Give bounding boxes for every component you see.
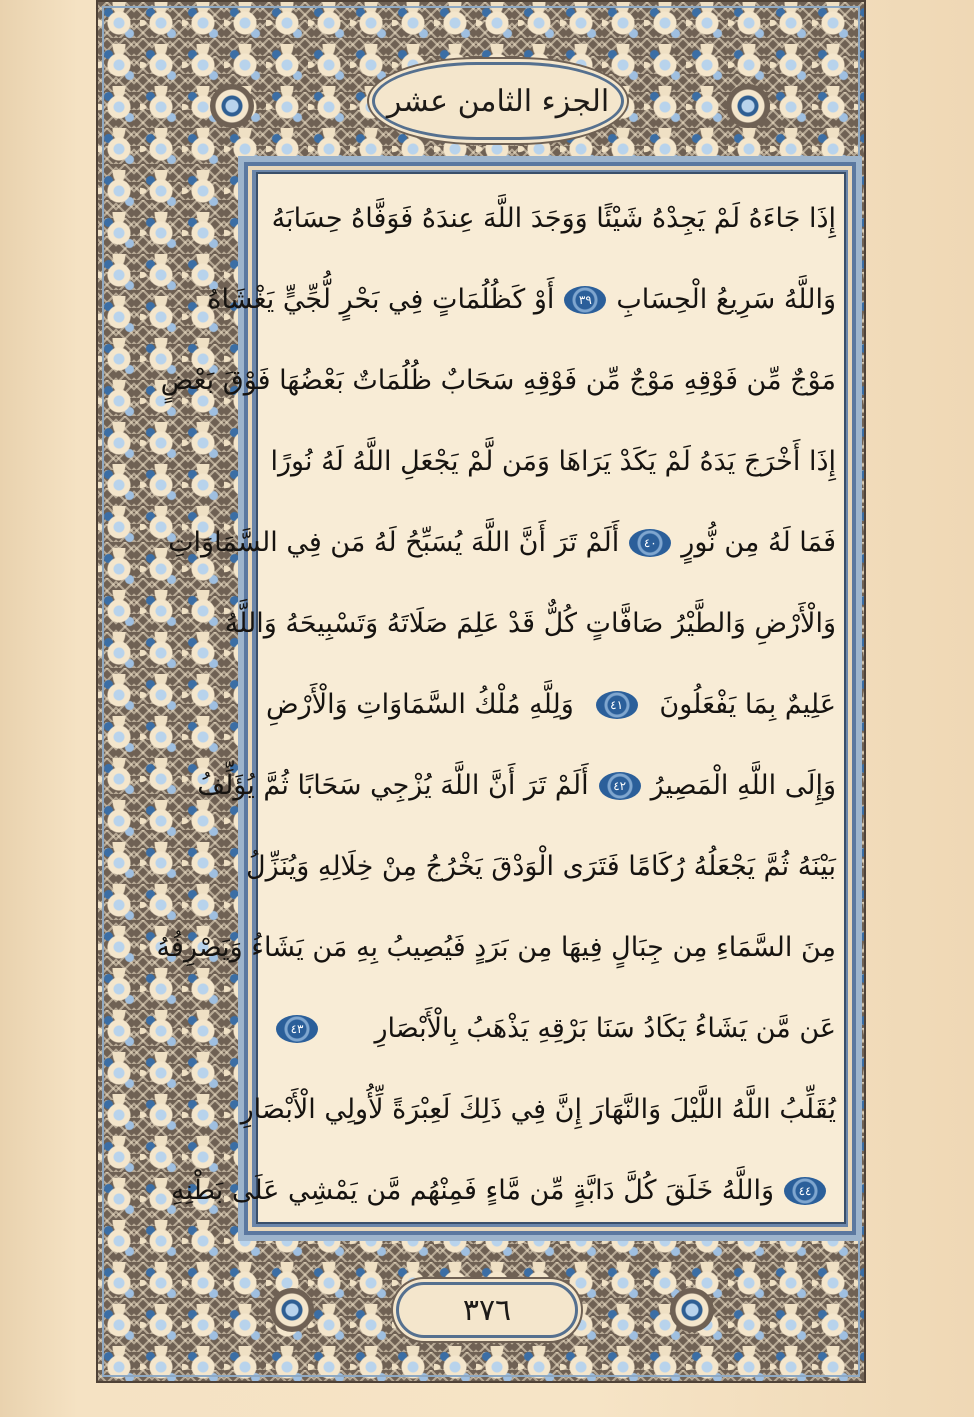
- page-number: ٣٧٦: [462, 1292, 512, 1328]
- verse-text: وَاللَّهُ سَرِيعُ الْحِسَابِ: [616, 284, 836, 315]
- verse-text: بَيْنَهُ ثُمَّ يَجْعَلُهُ رُكَامًا فَتَرَى الْوَدْقَ يَخْرُجُ مِنْ خِلَالِهِ وَيُنَزِّلُ: [246, 851, 836, 882]
- juz-title: الجزء الثامن عشر: [386, 83, 610, 119]
- page-number-cartouche: [396, 1282, 578, 1338]
- juz-header-cartouche: [372, 62, 624, 140]
- verse-line: [207, 259, 836, 340]
- verse-number-marker: ٤٢: [599, 772, 641, 800]
- verse-text: مَوْجٌ مِّن فَوْقِهِ مَوْجٌ مِّن فَوْقِهِ سَحَابٌ ظُلُمَاتٌ بَعْضُهَا فَوْقَ بَعْضٍ: [160, 365, 836, 396]
- verse-text: عَلِيمٌ بِمَا يَفْعَلُونَ: [659, 689, 836, 720]
- verse-line: [197, 745, 836, 826]
- verse-line: [266, 421, 836, 502]
- rosette-ornament-top-left: [210, 84, 254, 128]
- verse-text: أَوْ كَظُلُمَاتٍ فِي بَحْرٍ لُّجِّيٍّ يَغْشَاهُ: [207, 284, 555, 315]
- verse-line: [266, 178, 836, 259]
- verse-number-marker: ٣٩: [564, 286, 606, 314]
- verse-line: [240, 1069, 836, 1150]
- verse-line: [156, 907, 836, 988]
- verse-text: مِنَ السَّمَاءِ مِن جِبَالٍ فِيهَا مِن بَرَدٍ فَيُصِيبُ بِهِ مَن يَشَاءُ وَيَصْرِفُهُ: [156, 932, 836, 963]
- verse-text: أَلَمْ تَرَ أَنَّ اللَّهَ يُزْجِي سَحَابًا ثُمَّ يُؤَلِّفُ: [197, 770, 589, 801]
- verse-text: وَاللَّهُ خَلَقَ كُلَّ دَابَّةٍ مِّن مَّاءٍ فَمِنْهُم مَّن يَمْشِي عَلَى بَطْنِهِ: [170, 1175, 774, 1206]
- verse-text: وَإِلَى اللَّهِ الْمَصِيرُ: [650, 770, 836, 801]
- verse-text: إِذَا جَاءَهُ لَمْ يَجِدْهُ شَيْئًا وَوَجَدَ اللَّهَ عِندَهُ فَوَفَّاهُ حِسَابَهُ: [271, 203, 836, 234]
- verse-text: وَالْأَرْضِ وَالطَّيْرُ صَافَّاتٍ كُلٌّ قَدْ عَلِمَ صَلَاتَهُ وَتَسْبِيحَهُ وَاللَّهُ: [224, 608, 836, 639]
- verse-line: [266, 988, 836, 1069]
- verse-lines: [156, 178, 836, 1231]
- verse-number-marker: ٤٠: [629, 529, 671, 557]
- rosette-ornament-top-right: [726, 84, 770, 128]
- verse-text: عَن مَّن يَشَاءُ يَكَادُ سَنَا بَرْقِهِ يَذْهَبُ بِالْأَبْصَارِ: [374, 1013, 836, 1044]
- verse-line: [266, 664, 836, 745]
- verse-text: يُقَلِّبُ اللَّهُ اللَّيْلَ وَالنَّهَارَ إِنَّ فِي ذَلِكَ لَعِبْرَةً لِّأُولِي الْأَبْصَارِ: [240, 1094, 836, 1125]
- verse-text: إِذَا أَخْرَجَ يَدَهُ لَمْ يَكَدْ يَرَاهَا وَمَن لَّمْ يَجْعَلِ اللَّهُ لَهُ نُورًا: [270, 446, 836, 477]
- rosette-ornament-bottom-left: [270, 1288, 314, 1332]
- verse-number-marker: ٤١: [596, 691, 638, 719]
- verse-text: أَلَمْ تَرَ أَنَّ اللَّهَ يُسَبِّحُ لَهُ مَن فِي السَّمَاوَاتِ: [168, 527, 620, 558]
- verse-line: [170, 1150, 836, 1231]
- verse-line: [160, 340, 836, 421]
- verse-line: [168, 502, 836, 583]
- verse-line: [224, 583, 836, 664]
- verse-text: فَمَا لَهُ مِن نُّورٍ: [681, 527, 836, 558]
- verse-number-marker: ٤٣: [276, 1015, 318, 1043]
- rosette-ornament-bottom-right: [670, 1288, 714, 1332]
- verse-line: [246, 826, 836, 907]
- verse-text: وَلِلَّهِ مُلْكُ السَّمَاوَاتِ وَالْأَرْضِ: [266, 689, 574, 720]
- verse-number-marker: ٤٤: [784, 1177, 826, 1205]
